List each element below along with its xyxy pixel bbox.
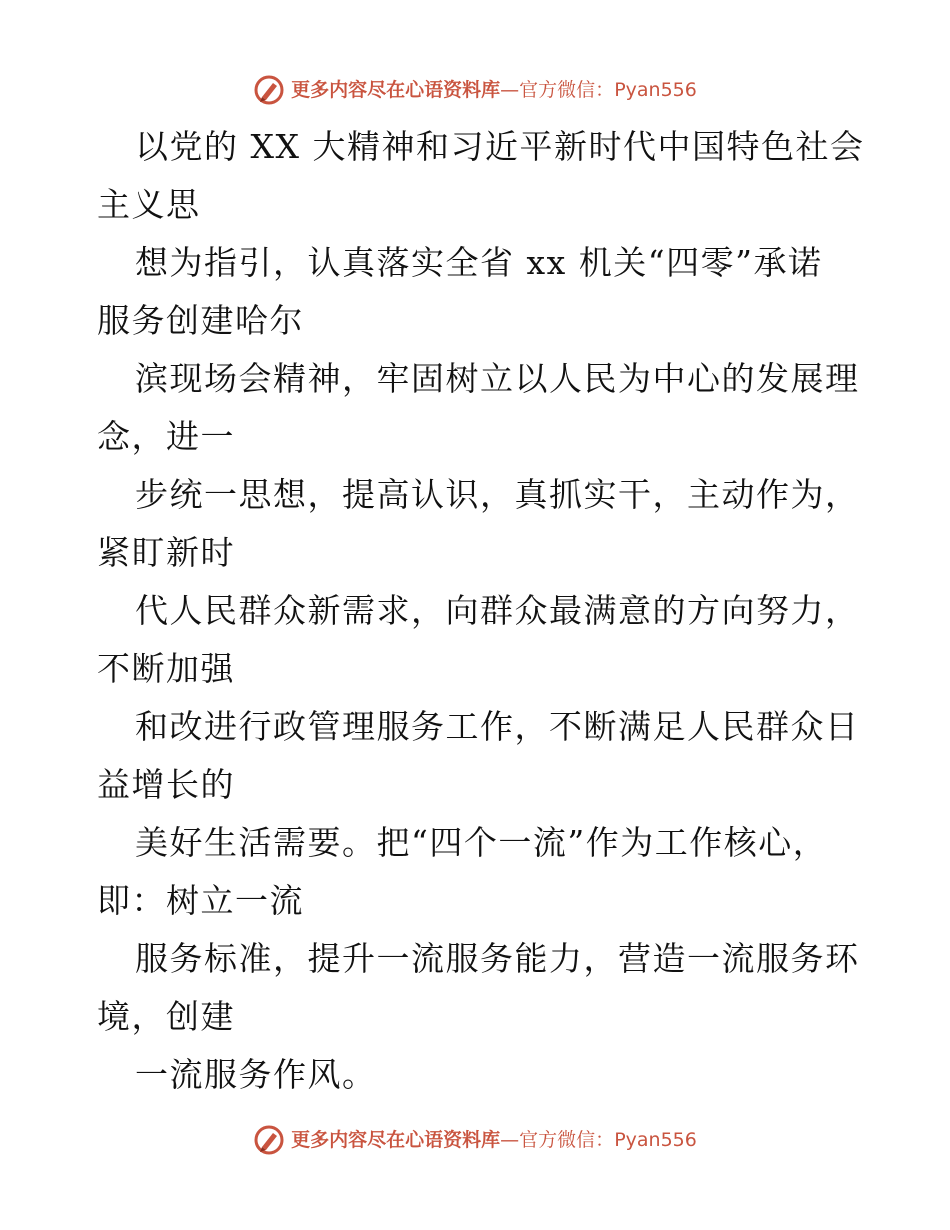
body-text-line: 滨现场会精神，牢固树立以人民为中心的发展理	[135, 359, 860, 398]
document-body	[97, 118, 867, 1104]
watermark-main-text: 更多内容尽在心语资料库	[291, 1128, 501, 1151]
body-text-line: 境，创建	[97, 997, 235, 1036]
footer-watermark	[0, 1120, 950, 1160]
body-text-line: 即：树立一流	[97, 881, 304, 920]
watermark-wechat-id: Pyan556	[614, 78, 697, 101]
pen-nib-circle-logo-icon	[253, 74, 285, 106]
body-text-line: 以党的 XX 大精神和习近平新时代中国特色社会	[135, 127, 865, 166]
body-text-line: 紧盯新时	[97, 533, 235, 572]
body-text-line: 美好生活需要。把“四个一流”作为工作核心，	[135, 823, 828, 862]
body-text-line: 和改进行政管理服务工作，不断满足人民群众日	[135, 707, 860, 746]
watermark-separator: —	[500, 78, 520, 101]
header-watermark	[0, 70, 950, 110]
watermark-separator: —	[500, 1128, 520, 1151]
body-text-line: 主义思	[97, 185, 201, 224]
body-text-line: 服务标准，提升一流服务能力，营造一流服务环	[135, 939, 860, 978]
watermark-wechat-label: 官方微信：	[519, 78, 615, 101]
body-text-line: 代人民群众新需求，向群众最满意的方向努力，	[135, 591, 860, 630]
body-text-line: 念，进一	[97, 417, 235, 456]
body-text-line: 服务创建哈尔	[97, 301, 304, 340]
body-text-line: 益增长的	[97, 765, 235, 804]
body-text-line: 不断加强	[97, 649, 235, 688]
watermark-wechat-id: Pyan556	[614, 1128, 697, 1151]
body-text-line: 一流服务作风。	[135, 1055, 377, 1094]
watermark-text	[291, 1128, 697, 1151]
watermark-wechat-label: 官方微信：	[519, 1128, 615, 1151]
body-text-line: 想为指引，认真落实全省 xx 机关“四零”承诺	[135, 243, 823, 282]
watermark-text	[291, 78, 697, 101]
watermark-main-text: 更多内容尽在心语资料库	[291, 78, 501, 101]
body-text-line: 步统一思想，提高认识，真抓实干，主动作为，	[135, 475, 860, 514]
pen-nib-circle-logo-icon	[253, 1124, 285, 1156]
